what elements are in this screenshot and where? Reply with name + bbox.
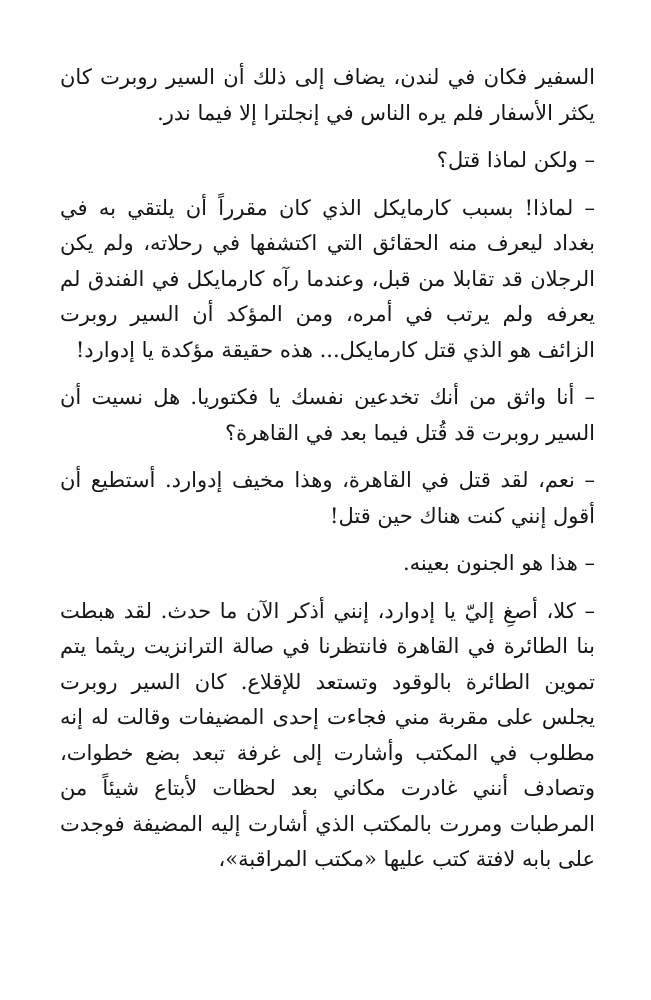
paragraph-7: – كلا، أصغِ إليّ يا إدوارد، إنني أذكر الآن ما حدث. لقد هبطت بنا الطائرة في القاهرة فانتظرنا في صالة الترانزيت ريثما يتم تموين الطائرة بالوقود وتستعد للإقلاع. كان السير روبرت يجلس على مقربة مني فجاءت إحدى المضيفات وقالت له إنه مطلوب في المكتب وأشارت إلى غرفة تبعد بضع خطوات، وتصادف أنني غادرت مكاني بعد لحظات لأبتاع شيئاً من المرطبات ومررت بالمكتب الذي أشارت إليه المضيفة فوجدت على بابه لافتة كتب عليها «مكتب المراقبة»، xyxy=(60,598,595,871)
paragraph-3: – لماذا! بسبب كارمايكل الذي كان مقرراً أن يلتقي به في بغداد ليعرف منه الحقائق التي اكتشفها في رحلاته، ولم يكن الرجلان قد تقابلا من قبل، وعندما رآه كارمايكل في الفندق لم يعرفه ولم يرتب في أمره، ومن المؤكد أن السير روبرت الزائف هو الذي قتل كارمايكل... هذه حقيقة مؤكدة يا إدوارد! xyxy=(60,195,595,362)
paragraph-6: – هذا هو الجنون بعينه. xyxy=(402,551,595,575)
paragraph-4: – أنا واثق من أنك تخدعين نفسك يا فكتوريا. هل نسيت أن السير روبرت قد قُتل فيما بعد في القاهرة؟ xyxy=(60,385,595,445)
paragraph-1: السفير فكان في لندن، يضاف إلى ذلك أن السير روبرت كان يكثر الأسفار فلم يره الناس في إنجلترا إلا فيما ندر. xyxy=(60,65,595,125)
paragraph-5: – نعم، لقد قتل في القاهرة، وهذا مخيف إدوارد. أستطيع أن أقول إنني كنت هناك حين قتل! xyxy=(60,468,595,528)
page-text xyxy=(60,60,595,890)
paragraph-2: – ولكن لماذا قتل؟ xyxy=(436,148,595,172)
